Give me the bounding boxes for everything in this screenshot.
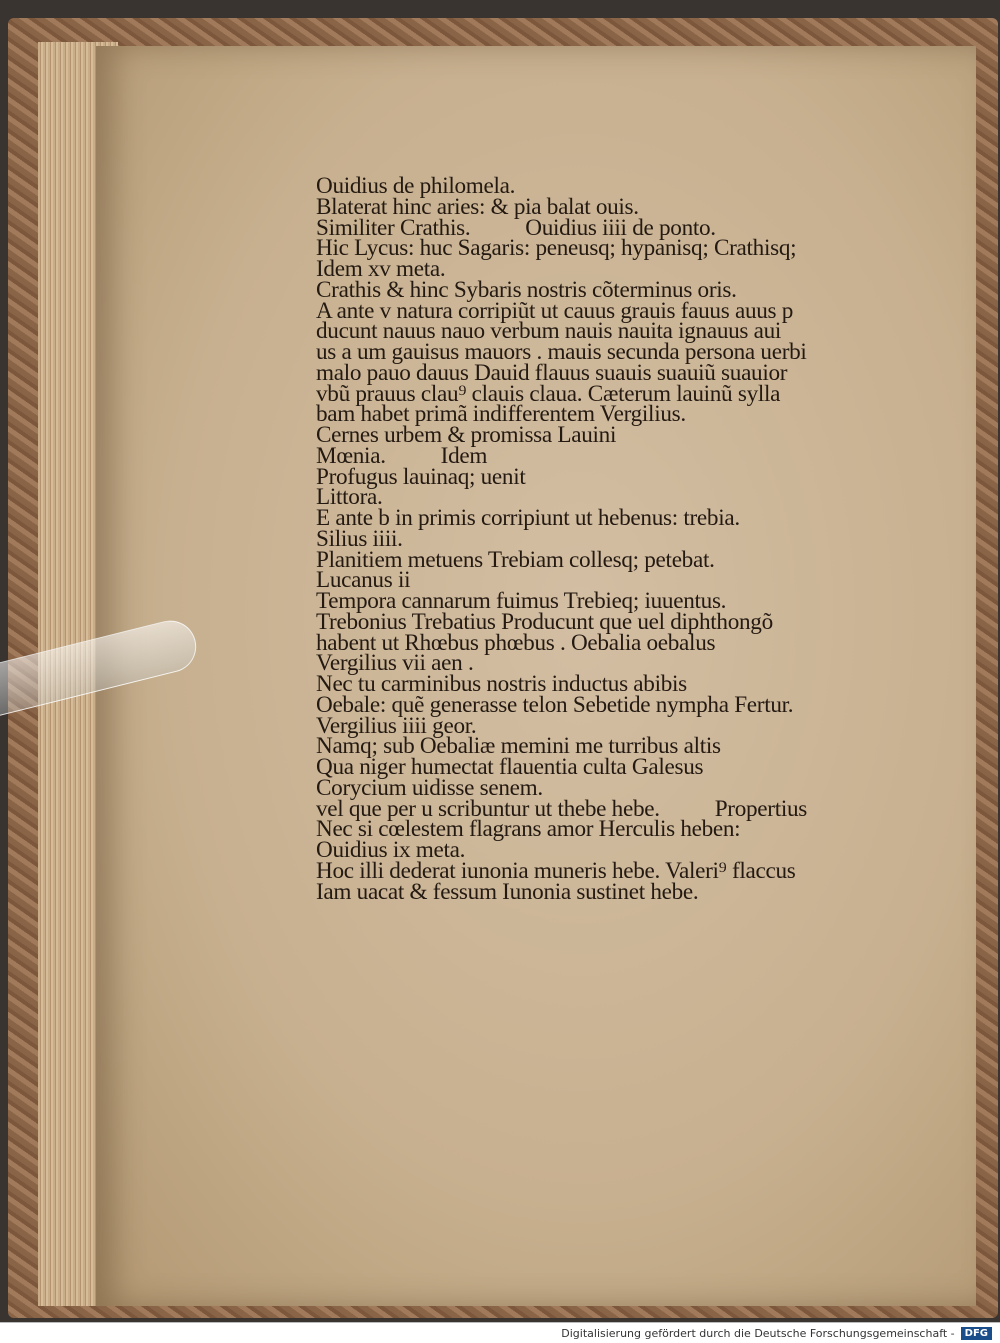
text-line: Corycium uidisse senem. (316, 774, 543, 801)
text-line: Planitiem metuens Trebiam collesq; petebat. (316, 546, 715, 573)
text-line: Hoc illi dederat iunonia muneris hebe. Valeri⁹ flaccus (316, 857, 796, 884)
footer-bar (0, 1322, 1000, 1343)
text-line: Trebonius Trebatius Producunt que uel diphthongõ (316, 608, 773, 635)
text-line: Idem xv meta. (316, 256, 446, 282)
text-line: A ante v natura corripiũt ut cauus grauis fauus auus p (316, 297, 794, 324)
text-line: Lucanus ii (316, 567, 411, 594)
text-line: Similiter Crathis. Ouidius iiii de ponto. (316, 214, 716, 241)
text-line: Cernes urbem & promissa Lauini (316, 422, 617, 448)
text-line: Blaterat hinc aries: & pia balat ouis. (316, 193, 639, 220)
text-line: Nec si cœlestem flagrans amor Herculis heben: (316, 816, 741, 843)
text-line: Qua niger humectat flauentia culta Galesus (316, 754, 704, 780)
text-line: Tempora cannarum fuimus Trebieq; iuuentus. (316, 588, 727, 614)
text-line: Vergilius iiii geor. (316, 712, 477, 739)
text-block (316, 173, 876, 905)
text-line: Vergilius vii aen . (316, 650, 474, 677)
text-line: Ouidius de philomela. (316, 173, 516, 199)
dfg-logo[interactable]: DFG (961, 1327, 992, 1340)
text-line: Crathis & hinc Sybaris nostris cõterminus oris. (316, 276, 737, 303)
text-line: us a um gauisus mauors . mauis secunda persona uerbi (316, 339, 807, 365)
text-line: malo pauo dauus Dauid flauus suauis suauiũ suauior (316, 359, 788, 386)
text-line: vel que per u scribuntur ut thebe hebe. Propertius (316, 795, 808, 822)
text-line: Hic Lycus: huc Sagaris: peneusq; hypanisq; Crathisq; (316, 235, 797, 262)
text-line: Mœnia. Idem (316, 442, 488, 469)
text-line: Ouidius ix meta. (316, 837, 466, 863)
text-line: habent ut Rhœbus phœbus . Oebalia oebalus (316, 629, 716, 656)
text-line: Iam uacat & fessum Iunonia sustinet hebe. (316, 878, 699, 905)
text-line: Littora. (316, 484, 383, 511)
text-line: Oebale: quẽ generasse telon Sebetide nympha Fertur. (316, 691, 794, 718)
text-line: E ante b in primis corripiunt ut hebenus: trebia. (316, 505, 740, 531)
text-line: Profugus lauinaq; uenit (316, 463, 526, 490)
text-line: ducunt nauus nauo verbum nauis nauita ignauus aui (316, 318, 782, 345)
text-line: Namq; sub Oebaliæ memini me turribus altis (316, 733, 721, 760)
text-line: vbũ prauus clau⁹ clauis claua. Cæterum lauinũ sylla (316, 380, 781, 407)
text-line: Nec tu carminibus nostris inductus abibis (316, 671, 687, 697)
text-line: Silius iiii. (316, 525, 403, 552)
funding-credit: Digitalisierung gefördert durch die Deutsche Forschungsgemeinschaft - (561, 1326, 955, 1340)
text-line: bam habet primã indifferentem Vergilius. (316, 401, 686, 428)
